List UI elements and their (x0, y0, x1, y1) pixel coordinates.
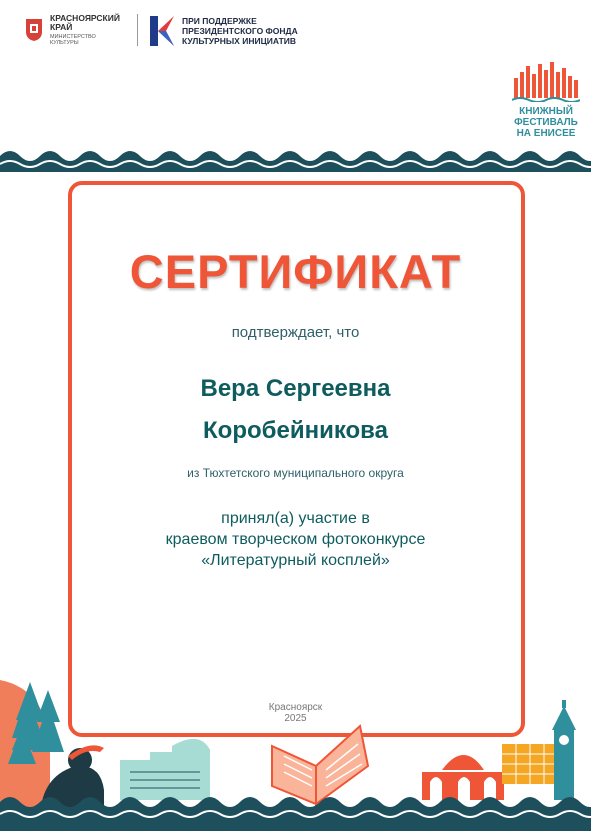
festival-name: КНИЖНЫЙ ФЕСТИВАЛЬ НА ЕНИСЕЕ (514, 106, 578, 139)
festival-emblem-icon (512, 62, 580, 102)
fund-name: ПРИ ПОДДЕРЖКЕ ПРЕЗИДЕНТСКОГО ФОНДА КУЛЬТУРНЫХ ИНИЦИАТИВ (182, 16, 298, 46)
participation-line-3: «Литературный косплей» (201, 552, 390, 569)
logo-divider (137, 14, 138, 46)
region-logo (24, 14, 136, 48)
region-name: КРАСНОЯРСКИЙ КРАЙ (50, 13, 120, 32)
festival-logo (508, 62, 584, 142)
fund-logo (148, 14, 318, 48)
issue-city: Красноярск (268, 702, 323, 713)
participation-text (0, 508, 591, 571)
recipient-name-line-2: Коробейникова (203, 417, 388, 444)
recipient-name-line-1: Вера Сергеевна (200, 375, 391, 402)
confirms-text: подтверждает, что (231, 324, 360, 341)
certificate-title: СЕРТИФИКАТ (129, 245, 462, 298)
issue-year: 2025 (284, 713, 307, 724)
region-emblem-icon (24, 16, 44, 42)
participation-line-2: краевом творческом фотоконкурсе (165, 531, 426, 548)
recipient-name (0, 368, 591, 452)
participation-line-1: принял(а) участие в (221, 510, 370, 527)
bottom-waves-decoration (0, 790, 591, 831)
top-waves-decoration (0, 146, 591, 172)
fund-emblem-icon (148, 14, 176, 48)
recipient-origin: из Тюхтетского муниципального округа (187, 466, 404, 480)
ministry-name: МИНИСТЕРСТВО КУЛЬТУРЫ (50, 34, 96, 46)
